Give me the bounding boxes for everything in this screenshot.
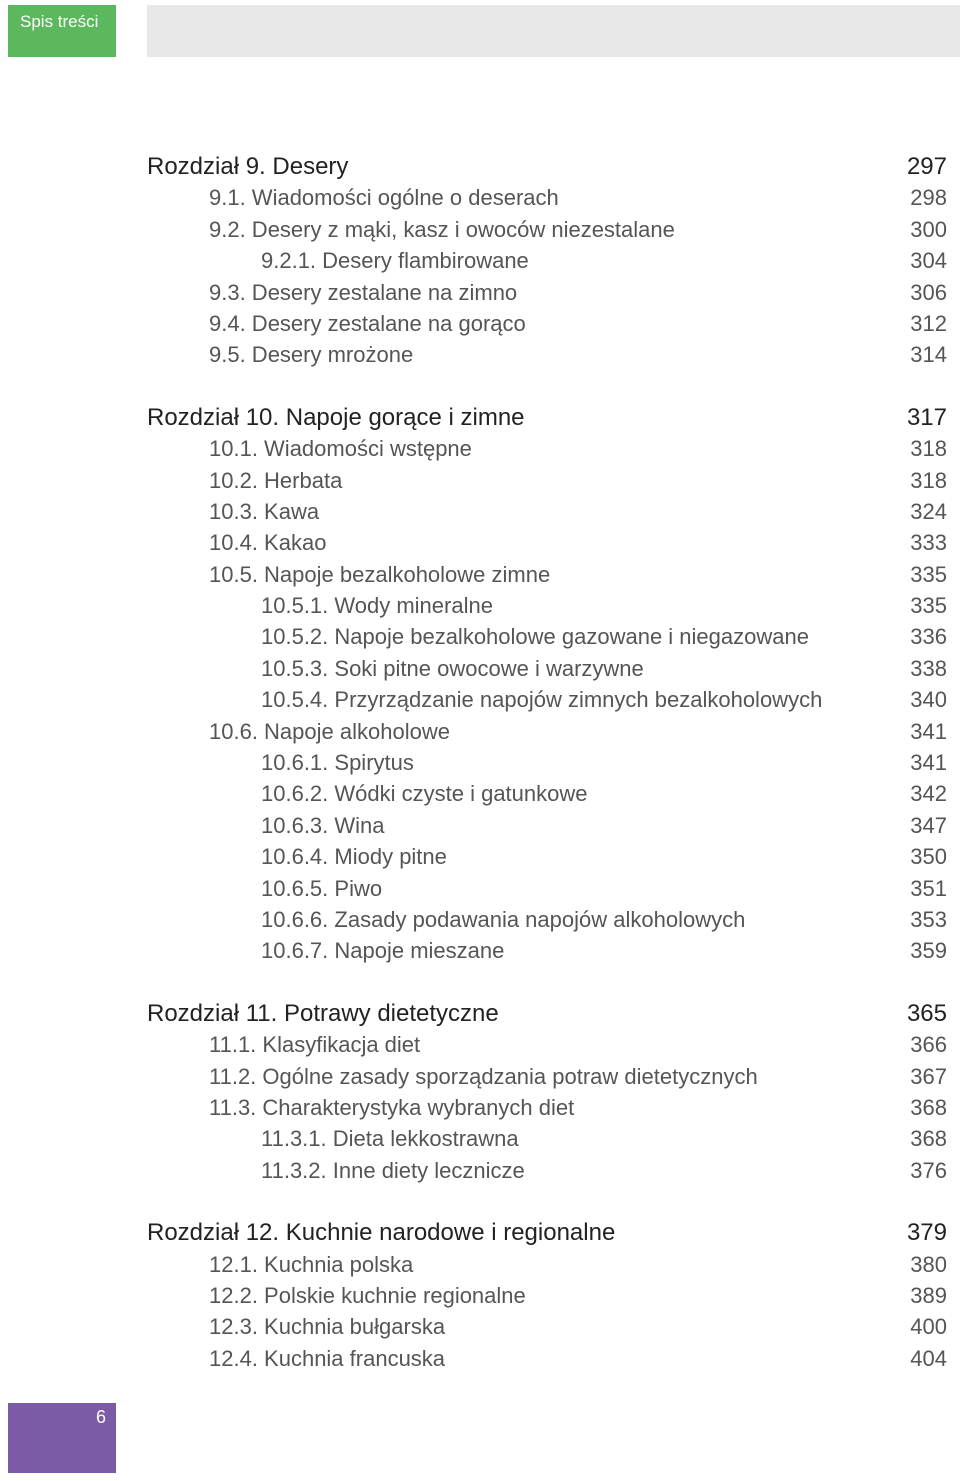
- entry-page: 314: [910, 342, 947, 368]
- entry-page: 312: [910, 310, 947, 336]
- chapter-page: 297: [906, 153, 947, 180]
- chapter-heading: [147, 1217, 947, 1248]
- entry-title: 10.6.1. Spirytus: [261, 750, 414, 776]
- entry-title: 10.6.3. Wina: [261, 812, 385, 838]
- entry-page: 368: [910, 1094, 947, 1120]
- entry-page: 400: [910, 1314, 947, 1340]
- entry-title: 11.3.1. Dieta lekkostrawna: [261, 1126, 519, 1152]
- toc-subentry: [147, 1155, 947, 1186]
- entry-page: 342: [910, 781, 947, 807]
- entry-title: 9.1. Wiadomości ogólne o deserach: [209, 185, 559, 211]
- toc-subentry: [147, 841, 947, 872]
- entry-page: 347: [910, 812, 947, 838]
- entry-title: 10.5. Napoje bezalkoholowe zimne: [209, 561, 551, 587]
- entry-title: 9.4. Desery zestalane na gorąco: [209, 310, 526, 336]
- toc-entry: [147, 465, 947, 496]
- entry-page: 404: [910, 1345, 947, 1371]
- entry-title: 10.6.5. Piwo: [261, 875, 383, 901]
- entry-page: 335: [910, 561, 947, 587]
- entry-title: 10.5.3. Soki pitne owocowe i warzywne: [261, 655, 644, 681]
- entry-page: 341: [910, 718, 947, 744]
- chapter-heading: [147, 998, 947, 1029]
- toc-entry: [147, 308, 947, 339]
- entry-title: 9.2. Desery z mąki, kasz i owoców niezestalane: [209, 216, 675, 242]
- entry-title: 11.2. Ogólne zasady sporządzania potraw dietetycznych: [209, 1063, 758, 1089]
- section-gap: [147, 1186, 947, 1217]
- section-gap: [147, 967, 947, 998]
- entry-page: 351: [910, 875, 947, 901]
- entry-page: 324: [910, 498, 947, 524]
- section-gap: [147, 371, 947, 402]
- chapter-heading: [147, 151, 947, 182]
- toc-entry: [147, 433, 947, 464]
- entry-page: 359: [910, 938, 947, 964]
- page-number-badge: [8, 1403, 116, 1473]
- entry-page: 353: [910, 906, 947, 932]
- toc-subentry: [147, 621, 947, 652]
- entry-title: 10.6.4. Miody pitne: [261, 844, 447, 870]
- entry-title: 10.4. Kakao: [209, 530, 327, 556]
- entry-page: 300: [910, 216, 947, 242]
- toc-subentry: [147, 778, 947, 809]
- entry-title: 11.1. Klasyfikacja diet: [209, 1032, 421, 1058]
- toc-entry: [147, 527, 947, 558]
- entry-page: 380: [910, 1251, 947, 1277]
- section-tab: [8, 5, 116, 57]
- table-of-contents: [147, 151, 947, 1374]
- toc-entry: [147, 1092, 947, 1123]
- entry-page: 368: [910, 1126, 947, 1152]
- entry-title: 10.6.6. Zasady podawania napojów alkoholowych: [261, 906, 746, 932]
- toc-subentry: [147, 245, 947, 276]
- toc-entry: [147, 1311, 947, 1342]
- chapter-title: Rozdział 12. Kuchnie narodowe i regionalne: [147, 1219, 616, 1247]
- chapter-title: Rozdział 11. Potrawy dietetyczne: [147, 999, 499, 1027]
- entry-page: 318: [910, 467, 947, 493]
- toc-entry: [147, 214, 947, 245]
- entry-title: 10.6. Napoje alkoholowe: [209, 718, 450, 744]
- entry-title: 9.5. Desery mrożone: [209, 342, 414, 368]
- toc-subentry: [147, 653, 947, 684]
- chapter-title: Rozdział 10. Napoje gorące i zimne: [147, 403, 525, 431]
- entry-page: 341: [910, 750, 947, 776]
- toc-entry: [147, 182, 947, 213]
- toc-subentry: [147, 747, 947, 778]
- entry-title: 10.6.7. Napoje mieszane: [261, 938, 505, 964]
- toc-subentry: [147, 1123, 947, 1154]
- entry-page: 340: [910, 687, 947, 713]
- entry-title: 10.5.4. Przyrządzanie napojów zimnych bezalkoholowych: [261, 687, 823, 713]
- entry-page: 298: [910, 185, 947, 211]
- entry-title: 12.1. Kuchnia polska: [209, 1251, 414, 1277]
- chapter-page: 379: [906, 1219, 947, 1247]
- entry-title: 11.3.2. Inne diety lecznicze: [261, 1157, 525, 1183]
- toc-subentry: [147, 590, 947, 621]
- section-tab-label: Spis treści: [20, 12, 99, 31]
- header-bar: [147, 5, 960, 57]
- toc-entry: [147, 339, 947, 370]
- entry-page: 318: [910, 436, 947, 462]
- entry-page: 335: [910, 593, 947, 619]
- entry-title: 10.1. Wiadomości wstępne: [209, 436, 472, 462]
- entry-page: 367: [910, 1063, 947, 1089]
- entry-title: 10.2. Herbata: [209, 467, 343, 493]
- toc-entry: [147, 496, 947, 527]
- entry-title: 11.3. Charakterystyka wybranych diet: [209, 1094, 575, 1120]
- toc-entry: [147, 1029, 947, 1060]
- entry-title: 9.2.1. Desery flambirowane: [261, 248, 529, 274]
- toc-subentry: [147, 873, 947, 904]
- toc-subentry: [147, 684, 947, 715]
- toc-entry: [147, 1343, 947, 1374]
- entry-page: 389: [910, 1282, 947, 1308]
- entry-title: 9.3. Desery zestalane na zimno: [209, 279, 518, 305]
- page-number: 6: [95, 1407, 106, 1427]
- toc-entry: [147, 716, 947, 747]
- chapter-page: 317: [906, 403, 947, 431]
- entry-page: 304: [910, 248, 947, 274]
- toc-entry: [147, 1280, 947, 1311]
- entry-title: 10.5.1. Wody mineralne: [261, 593, 493, 619]
- chapter-title: Rozdział 9. Desery: [147, 153, 349, 180]
- toc-entry: [147, 1249, 947, 1280]
- chapter-page: 365: [906, 999, 947, 1027]
- entry-page: 338: [910, 655, 947, 681]
- entry-page: 376: [910, 1157, 947, 1183]
- entry-page: 306: [910, 279, 947, 305]
- entry-page: 336: [910, 624, 947, 650]
- entry-page: 366: [910, 1032, 947, 1058]
- toc-entry: [147, 277, 947, 308]
- toc-entry: [147, 559, 947, 590]
- toc-subentry: [147, 904, 947, 935]
- entry-page: 333: [910, 530, 947, 556]
- toc-entry: [147, 1061, 947, 1092]
- entry-title: 12.4. Kuchnia francuska: [209, 1345, 446, 1371]
- entry-title: 12.2. Polskie kuchnie regionalne: [209, 1282, 526, 1308]
- toc-subentry: [147, 935, 947, 966]
- entry-page: 350: [910, 844, 947, 870]
- toc-subentry: [147, 810, 947, 841]
- entry-title: 10.5.2. Napoje bezalkoholowe gazowane i niegazowane: [261, 624, 809, 650]
- entry-title: 12.3. Kuchnia bułgarska: [209, 1314, 446, 1340]
- entry-title: 10.6.2. Wódki czyste i gatunkowe: [261, 781, 588, 807]
- entry-title: 10.3. Kawa: [209, 498, 320, 524]
- chapter-heading: [147, 402, 947, 433]
